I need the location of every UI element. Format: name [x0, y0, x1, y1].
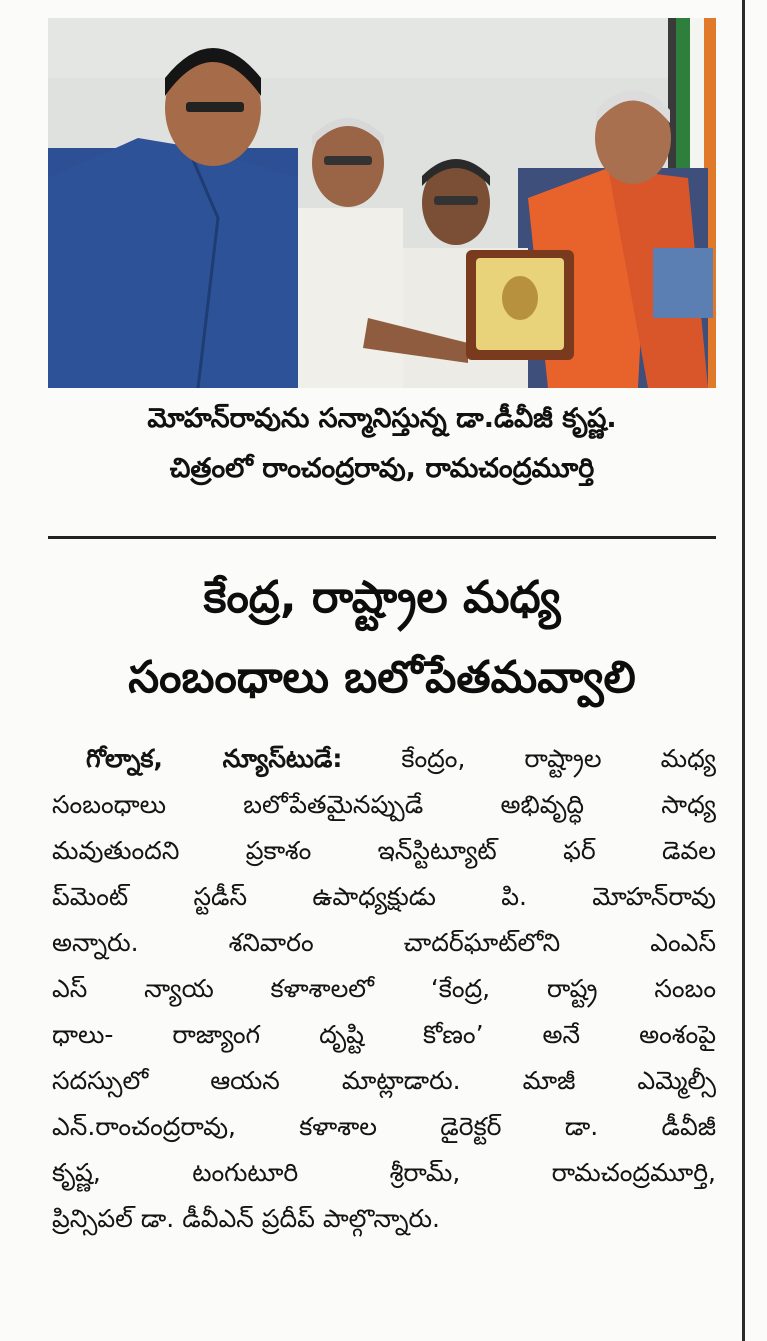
article-line-7: ధాలు- రాజ్యాంగ దృష్టి కోణం’ అనే అంశంపై	[52, 1020, 716, 1049]
article-body	[52, 736, 716, 1242]
news-photo-illustration	[48, 18, 716, 388]
news-photo	[48, 18, 716, 388]
article-line-4: ప్‌మెంట్ స్టడీస్ ఉపాధ్యక్షుడు పి. మోహన్‌రావు	[52, 882, 716, 911]
article-line-6: ఎస్ న్యాయ కళాశాలలో ‘కేంద్ర, రాష్ట్ర సంబం	[52, 974, 716, 1003]
article-headline	[48, 558, 716, 718]
article-line-11: ప్రిన్సిపల్ డా. డీవీఎన్ ప్రదీప్ పాల్గొన్నారు.	[52, 1204, 440, 1233]
headline-line-1: కేంద్ర, రాష్ట్రాల మధ్య	[203, 572, 561, 623]
article-line-5: అన్నారు. శనివారం చాదర్‌ఘాట్‌లోని ఎంఎస్	[52, 928, 716, 957]
article-line-2: సంబంధాలు బలోపేతమైనప్పుడే అభివృద్ధి సాధ్య	[52, 790, 716, 819]
article-line-1	[52, 736, 716, 782]
article-line-9: ఎన్.రాంచంద్రరావు, కళాశాల డైరెక్టర్ డా. డీవీజీ	[52, 1112, 716, 1141]
headline-line-2: సంబంధాలు బలోపేతమవ్వాలి	[128, 652, 636, 703]
article-line-8: సదస్సులో ఆయన మాట్లాడారు. మాజీ ఎమ్మెల్సీ	[52, 1066, 716, 1095]
article-line-1-text: కేంద్రం, రాష్ట్రాల మధ్య	[342, 744, 716, 773]
caption-line-2: చిత్రంలో రాంచంద్రరావు, రామచంద్రమూర్తి	[169, 453, 595, 484]
article-dateline: గోల్నాక, న్యూస్‌టుడే:	[86, 744, 343, 773]
article-line-10: కృష్ణ, టంగుటూరి శ్రీరామ్, రామచంద్రమూర్తి,	[52, 1158, 716, 1187]
photo-caption	[48, 394, 716, 494]
column-rule	[742, 0, 745, 1341]
article-line-3: మవుతుందని ప్రకాశం ఇన్‌స్టిట్యూట్ ఫర్ డెవల	[52, 836, 716, 865]
caption-line-1: మోహన్‌రావును సన్మానిస్తున్న డా.డీవీజీ కృష్ణ.	[147, 403, 617, 434]
section-divider	[48, 536, 716, 539]
